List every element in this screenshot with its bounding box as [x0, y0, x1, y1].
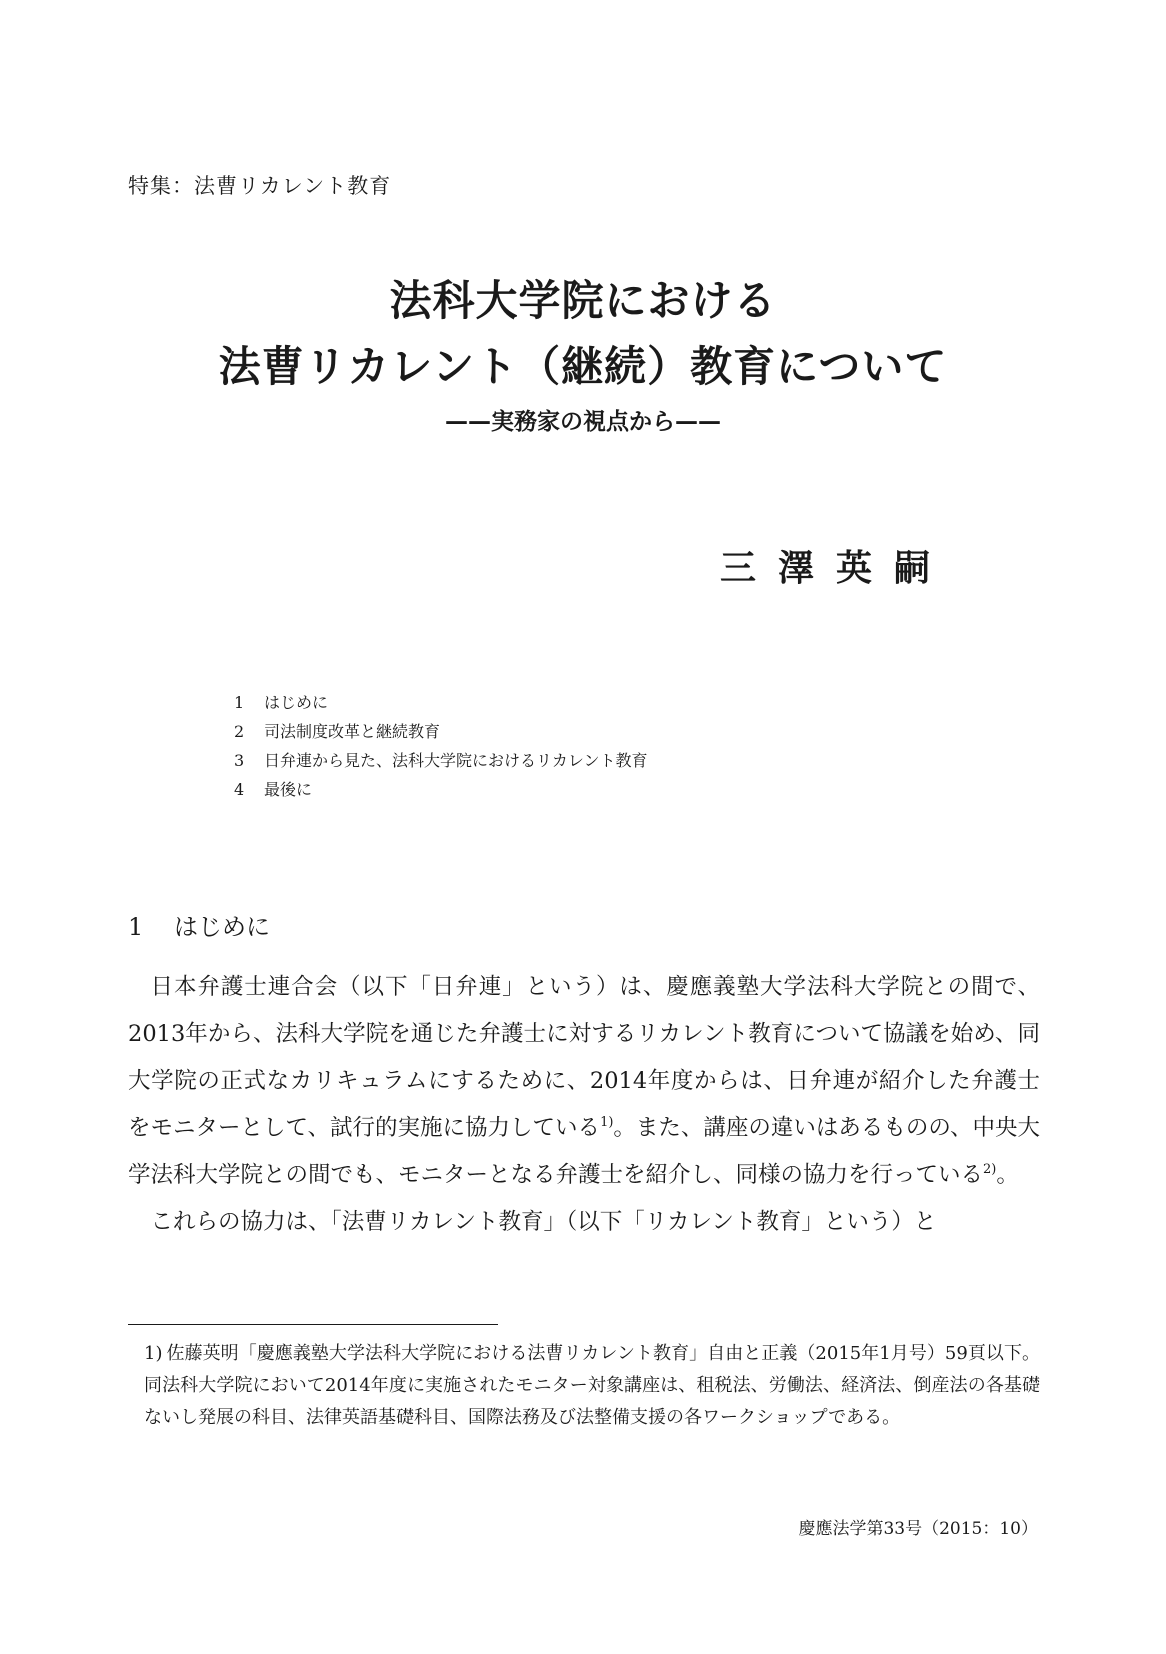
section-title: はじめに: [174, 913, 270, 941]
article-subtitle: ——実務家の視点から——: [445, 409, 721, 435]
footnote-ref: 1): [600, 1115, 614, 1130]
footnote-ref: 2): [983, 1162, 997, 1177]
section-number: 1: [128, 913, 144, 941]
journal-footer: 慶應法学第33号（2015：10）: [798, 1519, 1038, 1539]
special-issue-label: 特集：法曹リカレント教育: [128, 174, 392, 198]
toc-item: 2 司法制度改革と継続教育: [234, 722, 441, 741]
footnote-mark: 1): [144, 1343, 163, 1364]
toc-item-label: はじめに: [264, 693, 329, 712]
toc-item-label: 日弁連から見た、法科大学院におけるリカレント教育: [264, 751, 648, 770]
section-heading: [128, 907, 270, 942]
toc-item: 3 日弁連から見た、法科大学院におけるリカレント教育: [234, 751, 648, 770]
footnote-text: 佐藤英明「慶應義塾大学法科大学院における法曹リカレント教育」自由と正義（2015年1月号）59頁以下。同法科大学院において2014年度に実施されたモニター対象講座は、租税法、労働法、経済法、倒産法の各基礎ないし発展の科目、法律英語基礎科目、国際法務及び法整備支援の各ワークショップである。: [144, 1343, 1040, 1428]
paragraph: これらの協力は、「法曹リカレント教育」（以下「リカレント教育」という）と: [150, 1209, 937, 1235]
toc-item-label: 最後に: [264, 780, 313, 799]
footnote: [144, 1338, 1040, 1434]
article-title-line1: 法科大学院における: [389, 276, 777, 325]
footnote-divider: [128, 1324, 498, 1325]
author-name: 三澤英嗣: [719, 548, 952, 589]
body-text: [128, 964, 1040, 1246]
table-of-contents: [234, 688, 647, 804]
toc-item: 4 最後に: [234, 780, 313, 799]
article-title-line2: 法曹リカレント（継続）教育について: [218, 342, 948, 391]
toc-item-label: 司法制度改革と継続教育: [264, 722, 441, 741]
toc-item: 1 はじめに: [234, 693, 329, 712]
paragraph: 日本弁護士連合会（以下「日弁連」という）は、慶應義塾大学法科大学院との間で、2013年から、法科大学院を通じた弁護士に対するリカレント教育について協議を始め、同大学院の正式なカリキュラムにするために、2014年度からは、日弁連が紹介した弁護士をモニターとして、試行的実施に協力している$^{1)}$。また、講座の違いはあるものの、中央大学法科大学院との間でも、モニターとなる弁護士を紹介し、同様の協力を行っている$^{2)}$。: [128, 974, 1041, 1188]
